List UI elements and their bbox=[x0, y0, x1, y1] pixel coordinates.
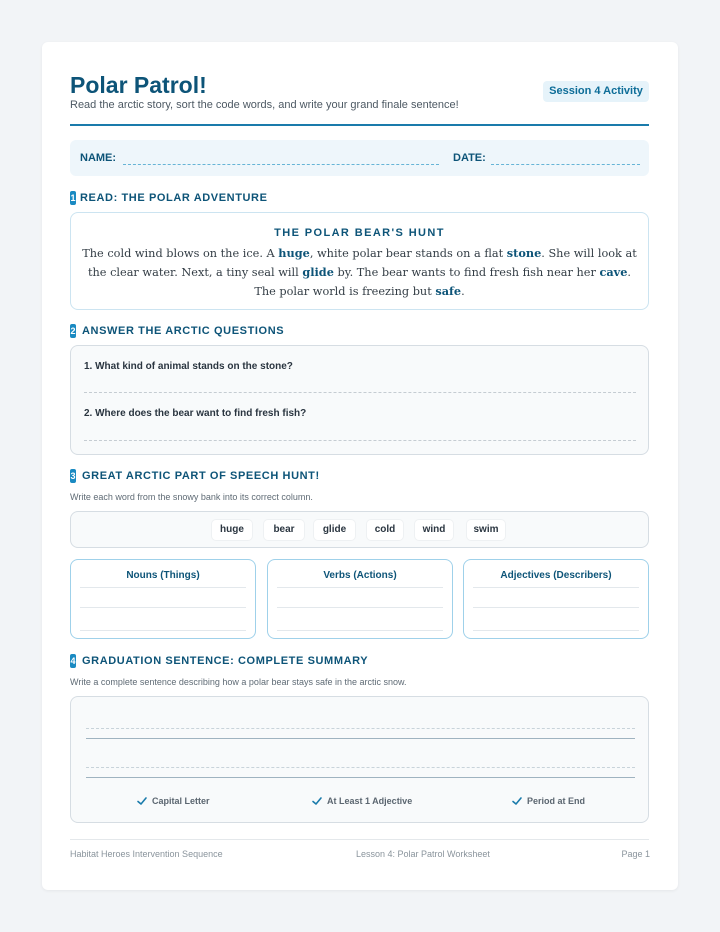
writing-line[interactable] bbox=[86, 738, 635, 739]
checklist-item bbox=[327, 796, 412, 806]
story-text-segment: , white polar bear stands on a flat bbox=[309, 247, 507, 260]
page-subtitle: Read the arctic story, sort the code words, and write your grand finale sentence! bbox=[70, 99, 459, 111]
midline-dashed bbox=[86, 728, 635, 729]
story-text-segment: . The polar world is freezing but bbox=[254, 266, 631, 298]
section-1-heading: READ: THE POLAR ADVENTURE bbox=[80, 192, 268, 204]
column-title: Nouns (Things) bbox=[126, 570, 200, 581]
section-4-heading: GRADUATION SENTENCE: COMPLETE SUMMARY bbox=[82, 655, 369, 667]
story-box bbox=[70, 212, 649, 310]
writing-line[interactable] bbox=[277, 630, 443, 631]
page-title: Polar Patrol! bbox=[70, 72, 207, 98]
writing-line[interactable] bbox=[277, 607, 443, 608]
checklist-label: At Least 1 Adjective bbox=[327, 796, 413, 806]
section-3-heading: GREAT ARCTIC PART OF SPEECH HUNT! bbox=[82, 470, 320, 482]
section-3-number: 3 bbox=[70, 471, 76, 481]
story-keyword: cave bbox=[599, 265, 628, 279]
column-title: Verbs (Actions) bbox=[323, 570, 397, 581]
word-chip[interactable]: wind bbox=[415, 520, 453, 540]
checkmark-icon bbox=[511, 795, 523, 807]
column-divider bbox=[277, 587, 443, 588]
story-text-segment: . She will look at the clear water. Next, a tiny seal will bbox=[87, 247, 637, 279]
sentence-writing-box bbox=[70, 696, 649, 823]
worksheet-page bbox=[42, 42, 678, 890]
section-2-heading: ANSWER THE ARCTIC QUESTIONS bbox=[82, 325, 285, 337]
answer-line-2[interactable] bbox=[84, 440, 636, 441]
story-title: THE POLAR BEAR'S HUNT bbox=[274, 227, 445, 239]
story-keyword: glide bbox=[302, 265, 334, 279]
date-field[interactable] bbox=[491, 164, 640, 165]
section-3-instructions: Write each word from the snowy bank into its correct column. bbox=[70, 492, 313, 502]
section-2-number: 2 bbox=[70, 326, 76, 336]
adjectives-column bbox=[463, 559, 649, 639]
session-badge: Session 4 Activity bbox=[543, 81, 649, 102]
footer-divider bbox=[70, 839, 649, 840]
story-text-segment: . bbox=[461, 285, 465, 298]
word-chip[interactable]: huge bbox=[212, 520, 252, 540]
footer-series: Habitat Heroes Intervention Sequence bbox=[70, 849, 223, 859]
story-text-segment: The cold wind blows on the ice. A bbox=[82, 247, 279, 260]
word-chip[interactable]: glide bbox=[314, 520, 355, 540]
date-label: DATE: bbox=[453, 152, 486, 164]
checklist-label: Period at End bbox=[527, 796, 586, 806]
questions-box bbox=[70, 345, 649, 455]
story-text-segment: by. The bear wants to find fresh fish near her bbox=[333, 266, 600, 279]
column-title: Adjectives (Describers) bbox=[500, 570, 612, 581]
story-paragraph bbox=[81, 244, 638, 301]
word-bank bbox=[70, 511, 649, 548]
column-divider bbox=[473, 587, 639, 588]
footer-lesson: Lesson 4: Polar Patrol Worksheet bbox=[356, 849, 490, 859]
story-keyword: safe bbox=[435, 284, 462, 298]
story-keyword: huge bbox=[278, 246, 310, 260]
name-label: NAME: bbox=[80, 152, 117, 164]
word-chip[interactable]: swim bbox=[467, 520, 505, 540]
column-divider bbox=[80, 587, 246, 588]
section-1-number: 1 bbox=[70, 193, 76, 203]
section-4-number: 4 bbox=[70, 656, 76, 666]
answer-line-1[interactable] bbox=[84, 392, 636, 393]
writing-line[interactable] bbox=[80, 630, 246, 631]
word-chip[interactable]: bear bbox=[264, 520, 304, 540]
midline-dashed bbox=[86, 767, 635, 768]
writing-line[interactable] bbox=[473, 607, 639, 608]
header-divider bbox=[70, 124, 649, 126]
writing-line[interactable] bbox=[86, 777, 635, 778]
checklist-item bbox=[527, 796, 585, 806]
section-4-instructions: Write a complete sentence describing how a polar bear stays safe in the arctic snow. bbox=[70, 677, 407, 687]
verbs-column bbox=[267, 559, 453, 639]
question-2: 2. Where does the bear want to find fresh fish? bbox=[84, 408, 307, 419]
name-date-bar bbox=[70, 140, 649, 176]
nouns-column bbox=[70, 559, 256, 639]
word-chip[interactable]: cold bbox=[367, 520, 403, 540]
writing-line[interactable] bbox=[80, 607, 246, 608]
question-1: 1. What kind of animal stands on the stone? bbox=[84, 361, 293, 372]
story-keyword: stone bbox=[506, 246, 542, 260]
name-field[interactable] bbox=[123, 164, 439, 165]
checklist-item bbox=[152, 796, 210, 806]
footer-page-number: Page 1 bbox=[621, 849, 650, 859]
writing-line[interactable] bbox=[473, 630, 639, 631]
checklist-label: Capital Letter bbox=[152, 796, 210, 806]
checkmark-icon bbox=[136, 795, 148, 807]
checkmark-icon bbox=[311, 795, 323, 807]
